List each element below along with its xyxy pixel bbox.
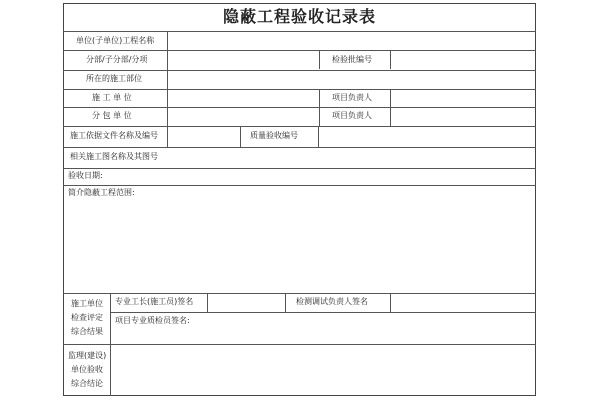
row-divider — [63, 107, 536, 108]
column-divider — [390, 293, 391, 312]
row-divider — [63, 50, 536, 51]
quality-inspector-signature-label: 项目专业质检员签名: — [115, 316, 190, 325]
column-divider — [319, 50, 320, 69]
supervisor-conclusion-label-line2: 单位验收 — [71, 365, 103, 374]
row-divider — [63, 185, 536, 186]
subcontractor-label: 分 包 单 位 — [92, 111, 132, 120]
construction-basis-label: 施工依据文件名称及编号 — [70, 131, 158, 140]
column-divider — [390, 50, 391, 69]
construction-location-label: 所在的施工部位 — [86, 74, 142, 83]
column-divider — [110, 344, 111, 396]
form-title: 隐蔽工程验收记录表 — [222, 7, 376, 26]
row-divider — [63, 70, 536, 71]
project-scope-label: 简介隐蔽工程范围: — [68, 188, 135, 197]
row-divider — [63, 126, 536, 127]
quality-acceptance-no-label: 质量验收编号 — [250, 131, 298, 140]
row-divider — [110, 312, 536, 313]
column-divider — [390, 89, 391, 126]
row-divider — [63, 168, 536, 169]
project-name-label: 单位(子单位)工程名称 — [76, 36, 155, 45]
inspection-batch-no-label: 检验批编号 — [332, 55, 372, 64]
row-divider — [63, 293, 536, 294]
row-divider — [63, 147, 536, 148]
testing-signature-label: 检测调试负责人签名 — [296, 297, 368, 306]
related-drawings-label: 相关施工图名称及其图号 — [70, 152, 158, 161]
column-divider — [207, 293, 208, 312]
contractor-result-label-line1: 施工单位 — [71, 299, 103, 308]
contractor-result-label-line3: 综合结果 — [71, 327, 103, 336]
subdivision-label: 分部/子分部/分项 — [86, 55, 148, 64]
contractor-result-label-line2: 检查评定 — [71, 313, 103, 322]
column-divider — [318, 126, 319, 147]
row-divider — [63, 344, 536, 345]
subcontractor-manager-label: 项目负责人 — [332, 111, 372, 120]
row-divider — [63, 31, 536, 32]
supervisor-conclusion-label-line1: 监理(建设) — [68, 351, 107, 360]
column-divider — [240, 126, 241, 147]
foreman-signature-label: 专业工长(施工员)签名 — [115, 297, 194, 306]
contractor-label: 施 工 单 位 — [92, 93, 132, 102]
column-divider — [285, 293, 286, 312]
acceptance-date-label: 验收日期: — [68, 171, 103, 180]
supervisor-conclusion-label-line3: 综合结论 — [71, 379, 103, 388]
column-divider — [167, 31, 168, 147]
column-divider — [319, 89, 320, 126]
row-divider — [63, 89, 536, 90]
column-divider — [110, 293, 111, 344]
project-manager-label: 项目负责人 — [332, 93, 372, 102]
